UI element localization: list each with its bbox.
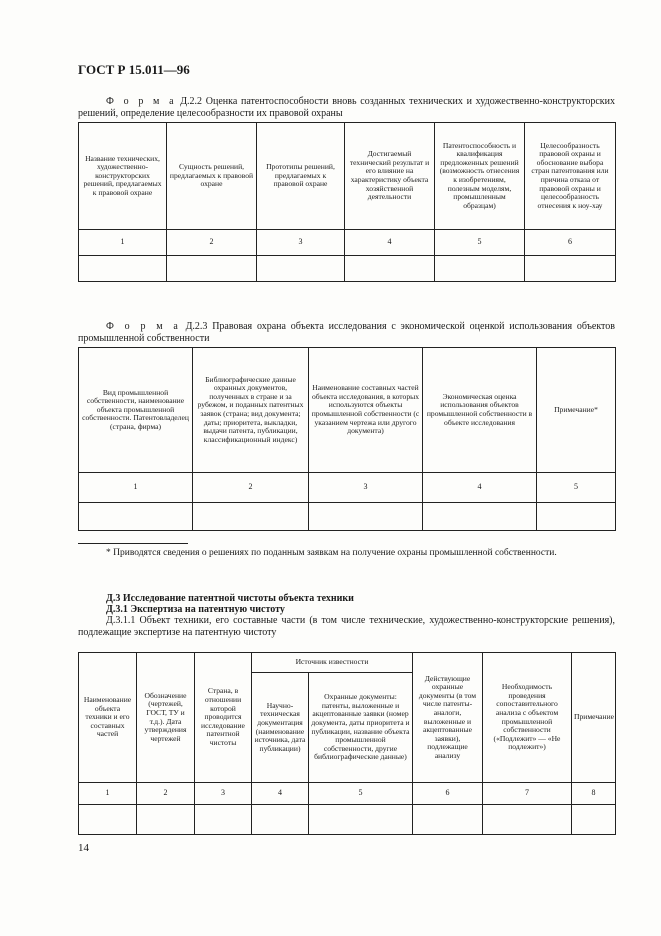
form-d22-title-text: Д.2.2 Оценка патентоспособности вновь созданных технических и художественно-конструкторских решений, определение целесообразности их правовой охраны (78, 96, 616, 119)
empty-cell (79, 503, 193, 531)
column-number: 1 (79, 473, 193, 503)
empty-cell (345, 256, 435, 282)
patent-purity-table (78, 652, 616, 835)
column-number: 5 (435, 230, 525, 256)
form-d23-title-text: Д.2.3 Правовая охрана объекта исследования с экономической оценкой использования объектов промышленной собственности (78, 321, 616, 344)
empty-entry-row (79, 805, 616, 835)
empty-entry-row (79, 256, 616, 282)
column-header: Наименование объекта техники и его составных частей (79, 653, 137, 783)
empty-cell (167, 256, 257, 282)
column-number: 3 (309, 473, 423, 503)
column-number: 2 (167, 230, 257, 256)
column-number-row (79, 783, 616, 805)
column-header: Прототипы решений, предлагаемых к правовой охране (257, 123, 345, 230)
document-header: ГОСТ Р 15.011—96 (78, 62, 190, 77)
column-header: Страна, в отношении которой проводится исследование патентной чистоты (195, 653, 252, 783)
page-number: 14 (78, 842, 89, 854)
empty-cell (435, 256, 525, 282)
empty-cell (309, 503, 423, 531)
group-header: Источник известности (252, 653, 413, 673)
column-header: Патентоспособность и квалификация предложенных решений (возможность отнесения к изобретениям, полезным моделям, промышленным образцам) (435, 123, 525, 230)
table-header-row (79, 348, 616, 473)
empty-cell (137, 805, 195, 835)
column-number: 7 (483, 783, 572, 805)
empty-cell (537, 503, 616, 531)
column-number: 2 (193, 473, 309, 503)
column-number: 6 (525, 230, 616, 256)
form-d23-label: Ф о р м а (106, 321, 181, 332)
empty-cell (195, 805, 252, 835)
column-number: 4 (252, 783, 309, 805)
empty-cell (483, 805, 572, 835)
table-header-row (79, 653, 616, 673)
column-header: Целесообразность правовой охраны и обоснование выбора стран патентования или причина отказа от правовой охраны и целесообразность отнесения к ноу-хау (525, 123, 616, 230)
section-d311-text: Д.3.1.1 Объект техники, его составные части (в том числе технические, художественно-конструкторские решения), подлежащие экспертизе на патентную чистоту (78, 615, 615, 638)
empty-cell (413, 805, 483, 835)
form-d22-table (78, 122, 616, 282)
column-number: 5 (309, 783, 413, 805)
column-header: Название технических, художественно-конструкторских решений, предлагаемых к правовой охране (79, 123, 167, 230)
column-header: Сущность решений, предлагаемых к правовой охране (167, 123, 257, 230)
empty-cell (257, 256, 345, 282)
empty-cell (423, 503, 537, 531)
form-d23-table (78, 347, 616, 531)
column-header: Научно-техническая документация (наименование источника, дата публикации) (252, 673, 309, 783)
column-header: Экономическая оценка использования объектов промышленной собственности в объекте исследования (423, 348, 537, 473)
column-number: 6 (413, 783, 483, 805)
column-header: Достигаемый технический результат и его влияние на характеристику объекта хозяйственной деятельности (345, 123, 435, 230)
column-header: Охранные документы: патенты, выложенные и акцептованные заявки (номер документа, даты приоритета и публикации, название объекта промышленной собственности, другие библиографические данные) (309, 673, 413, 783)
empty-entry-row (79, 503, 616, 531)
empty-cell (79, 256, 167, 282)
column-header: Наименование составных частей объекта исследования, в которых используются объекты промышленной собственности (с указанием чертежа или другого документа) (309, 348, 423, 473)
column-number: 2 (137, 783, 195, 805)
column-number: 3 (257, 230, 345, 256)
column-number-row (79, 473, 616, 503)
column-number: 3 (195, 783, 252, 805)
form-d23-title (78, 321, 615, 345)
footnote-divider (78, 543, 188, 544)
column-header: Обозначение (чертежей, ГОСТ, ТУ и т.д.). Дата утверждения чертежей (137, 653, 195, 783)
empty-cell (525, 256, 616, 282)
column-header: Необходимость проведения сопоставительного анализа с объектом промышленной собственности («Подлежит» — «Не подлежит») (483, 653, 572, 783)
column-number: 4 (423, 473, 537, 503)
form-d22-title (78, 96, 615, 120)
empty-cell (309, 805, 413, 835)
column-number: 1 (79, 230, 167, 256)
footnote: * Приводятся сведения о решениях по поданным заявкам на получение охраны промышленной собственности. (106, 548, 557, 558)
form-d22-label: Ф о р м а (106, 96, 177, 107)
empty-cell (193, 503, 309, 531)
column-header: Библиографические данные охранных документов, полученных в стране и за рубежом, и поданных патентных заявок (страна; вид документа; даты; приоритета, выкладки, выдачи патента, публикации, классификационный индекс) (193, 348, 309, 473)
section-d3-heading: Д.3 Исследование патентной чистоты объекта техники (106, 593, 354, 604)
empty-cell (79, 805, 137, 835)
empty-cell (252, 805, 309, 835)
column-number: 5 (537, 473, 616, 503)
column-header: Примечание* (537, 348, 616, 473)
column-number-row (79, 230, 616, 256)
section-d31-heading: Д.3.1 Экспертиза на патентную чистоту (106, 604, 285, 615)
column-header: Вид промышленной собственности, наименование объекта промышленной собственности. Патентовладелец (страна, фирма) (79, 348, 193, 473)
column-header: Действующие охранные документы (в том числе патенты-аналоги, выложенные и акцептованные заявки), подлежащие анализу (413, 653, 483, 783)
empty-cell (572, 805, 616, 835)
column-number: 8 (572, 783, 616, 805)
column-number: 1 (79, 783, 137, 805)
column-header: Примечание (572, 653, 616, 783)
table-header-row (79, 123, 616, 230)
column-number: 4 (345, 230, 435, 256)
